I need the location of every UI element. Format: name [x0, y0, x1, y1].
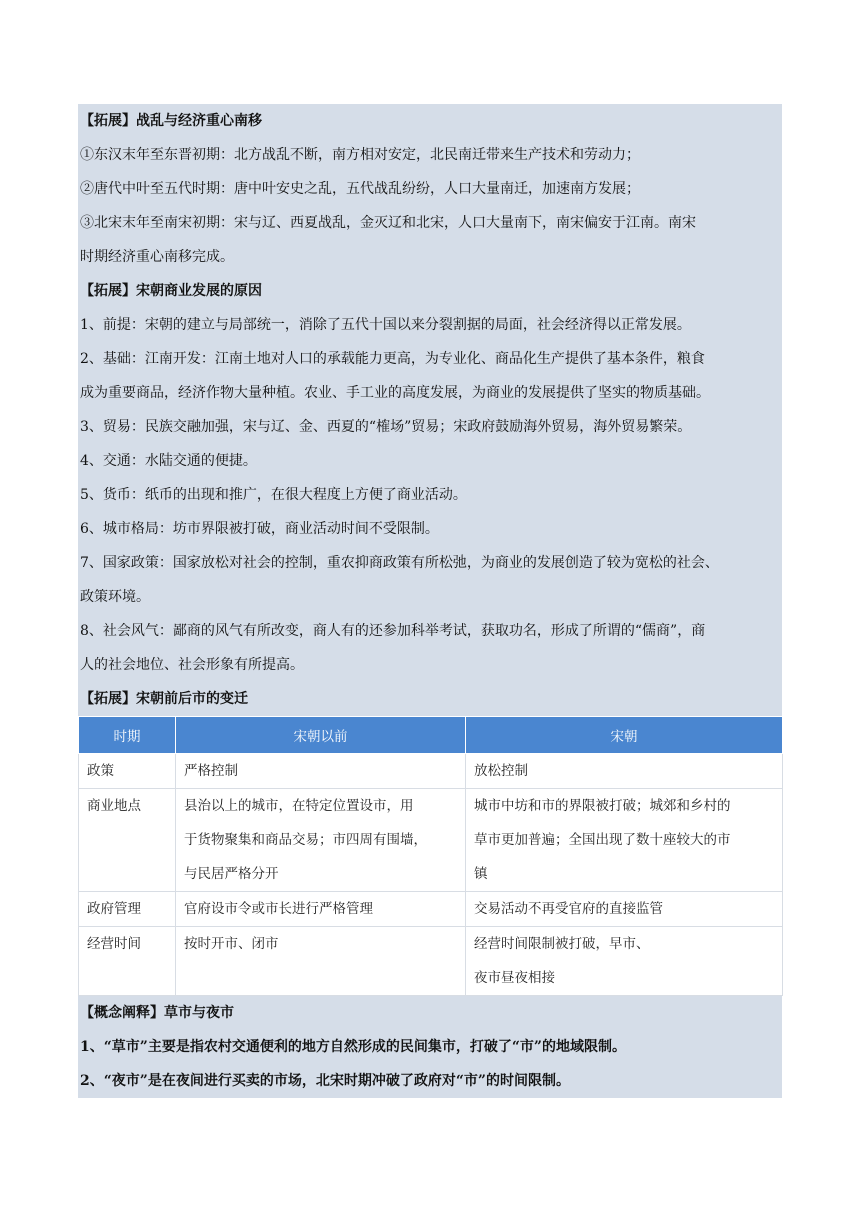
cell-before [176, 927, 466, 996]
paragraph-line: 人的社会地位、社会形象有所提高。 [80, 657, 304, 673]
paragraph-line: 政策环境。 [80, 589, 150, 605]
header-before-song: 宋朝以前 [176, 717, 466, 754]
section-heading: 【拓展】宋朝前后市的变迁 [80, 691, 248, 707]
section-song-commerce-causes [78, 274, 782, 682]
table-row [79, 892, 783, 927]
market-comparison-table [78, 716, 783, 996]
cell-song [466, 789, 783, 892]
cell-before [176, 789, 466, 892]
cell-line: 按时开市、闭市 [184, 936, 279, 952]
cell-line: 放松控制 [474, 763, 528, 779]
header-period: 时期 [79, 717, 176, 754]
section-heading: 【概念阐释】草市与夜市 [80, 1005, 234, 1021]
section-heading: 【拓展】宋朝商业发展的原因 [80, 283, 262, 299]
paragraph-line: 6、城市格局：坊市界限被打破，商业活动时间不受限制。 [80, 521, 439, 537]
section-caoshi-yeshi [78, 996, 782, 1098]
table-row [79, 754, 783, 789]
table-header-row [79, 717, 783, 754]
cell-line: 于货物聚集和商品交易；市四周有围墙， [184, 832, 427, 848]
paragraph-line: 8、社会风气：鄙商的风气有所改变，商人有的还参加科举考试，获取功名，形成了所谓的“儒商”，商 [80, 623, 706, 639]
paragraph-line: 2、基础：江南开发：江南土地对人口的承载能力更高，为专业化、商品化生产提供了基本条件，粮食 [80, 351, 705, 367]
paragraph-line: 时期经济重心南移完成。 [80, 249, 234, 265]
cell-line: 官府设市令或市长进行严格管理 [184, 901, 373, 917]
paragraph-line: 成为重要商品，经济作物大量种植。农业、手工业的高度发展，为商业的发展提供了坚实的物质基础。 [80, 385, 710, 401]
paragraph-line: 1、前提：宋朝的建立与局部统一，消除了五代十国以来分裂割据的局面，社会经济得以正常发展。 [80, 317, 691, 333]
cell-line: 县治以上的城市，在特定位置设市，用 [184, 798, 414, 814]
paragraph-line: 5、货币：纸币的出现和推广，在很大程度上方便了商业活动。 [80, 487, 467, 503]
cell-before [176, 754, 466, 789]
paragraph-line: 7、国家政策：国家放松对社会的控制，重农抑商政策有所松弛，为商业的发展创造了较为宽松的社会、 [80, 555, 719, 571]
cell-line: 严格控制 [184, 763, 238, 779]
cell-line: 草市更加普遍；全国出现了数十座较大的市 [474, 832, 731, 848]
row-label: 政府管理 [79, 892, 176, 927]
header-song: 宋朝 [466, 717, 783, 754]
table-row [79, 789, 783, 892]
paragraph-line: 3、贸易：民族交融加强，宋与辽、金、西夏的“榷场”贸易；宋政府鼓励海外贸易，海外贸易繁荣。 [80, 419, 692, 435]
section-war-and-economic-shift [78, 104, 782, 274]
cell-song [466, 754, 783, 789]
cell-line: 镇 [474, 866, 488, 882]
cell-line: 经营时间限制被打破，早市、 [474, 936, 650, 952]
paragraph-line: 4、交通：水陆交通的便捷。 [80, 453, 257, 469]
paragraph-line: 1、“草市”主要是指农村交通便利的地方自然形成的民间集市，打破了“市”的地域限制。 [80, 1039, 626, 1055]
row-label: 政策 [79, 754, 176, 789]
paragraph-line: 2、“夜市”是在夜间进行买卖的市场，北宋时期冲破了政府对“市”的时间限制。 [80, 1073, 570, 1089]
document-body [78, 104, 782, 1098]
cell-before [176, 892, 466, 927]
cell-line: 城市中坊和市的界限被打破；城郊和乡村的 [474, 798, 731, 814]
section-market-changes [78, 682, 782, 716]
section-heading: 【拓展】战乱与经济重心南移 [80, 113, 262, 129]
cell-line: 与民居严格分开 [184, 866, 279, 882]
cell-line: 夜市昼夜相接 [474, 970, 555, 986]
row-label: 经营时间 [79, 927, 176, 996]
row-label: 商业地点 [79, 789, 176, 892]
cell-line: 交易活动不再受官府的直接监管 [474, 901, 663, 917]
cell-song [466, 927, 783, 996]
paragraph-line: ③北宋末年至南宋初期：宋与辽、西夏战乱，金灭辽和北宋，人口大量南下，南宋偏安于江南。南宋 [80, 215, 696, 231]
paragraph-line: ②唐代中叶至五代时期：唐中叶安史之乱，五代战乱纷纷，人口大量南迁，加速南方发展； [80, 181, 640, 197]
paragraph-line: ①东汉末年至东晋初期：北方战乱不断，南方相对安定，北民南迁带来生产技术和劳动力； [80, 147, 640, 163]
cell-song [466, 892, 783, 927]
table-row [79, 927, 783, 996]
